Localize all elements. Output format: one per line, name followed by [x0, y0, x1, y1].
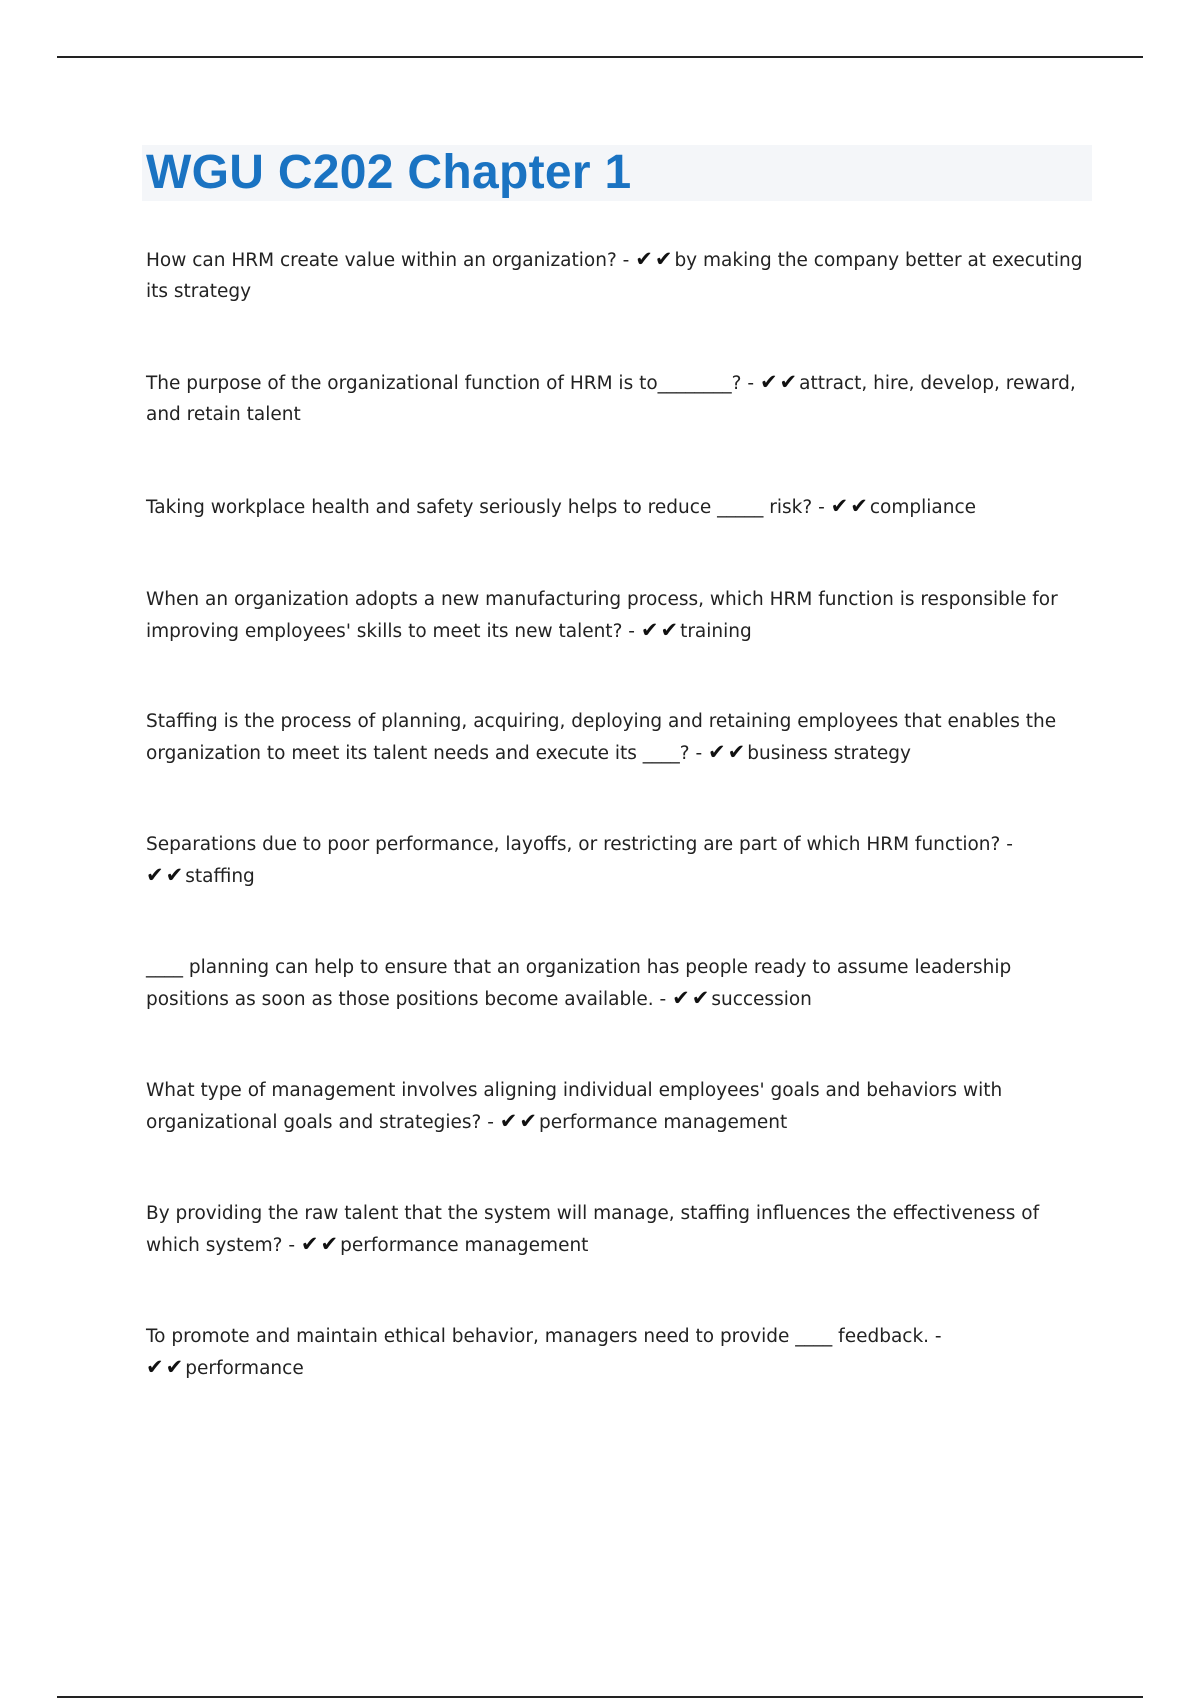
question-text: ____ planning can help to ensure that an organization has people ready to assume leadership positions as soon as those positions become available. -: [146, 957, 1012, 1010]
qa-item: [146, 829, 1098, 892]
document-title: WGU C202 Chapter 1: [146, 146, 632, 199]
check-mark-icon: ✔: [165, 1355, 184, 1379]
question-text: What type of management involves aligning individual employees' goals and behaviors with organizational goals and strategies? -: [146, 1080, 1003, 1133]
check-mark-icon: ✔: [850, 494, 868, 518]
question-text: How can HRM create value within an organization? -: [146, 250, 630, 271]
check-mark-icon: ✔: [635, 247, 653, 271]
question-text: To promote and maintain ethical behavior, managers need to provide ____ feedback. -: [146, 1326, 942, 1347]
check-mark-icon: ✔: [779, 370, 798, 394]
qa-item: [146, 491, 1098, 523]
check-mark-icon: ✔: [320, 1232, 339, 1256]
answer-text: performance: [185, 1358, 304, 1379]
qa-item: [146, 1198, 1098, 1261]
qa-item: [146, 1075, 1098, 1138]
check-mark-icon: ✔: [660, 618, 679, 642]
top-rule: [57, 56, 1143, 58]
check-mark-icon: ✔: [654, 247, 673, 271]
answer-text: staffing: [185, 866, 255, 887]
check-mark-icon: ✔: [300, 1232, 319, 1256]
answer-text: succession: [711, 989, 812, 1010]
answer-text: compliance: [869, 497, 977, 518]
qa-item: [146, 367, 1098, 430]
question-text: Taking workplace health and safety seriously helps to reduce _____ risk? -: [146, 497, 825, 518]
qa-item: [146, 706, 1098, 769]
check-mark-icon: ✔: [499, 1109, 518, 1133]
question-text: Separations due to poor performance, layoffs, or restricting are part of which HRM function? -: [146, 834, 1013, 855]
check-mark-icon: ✔: [830, 494, 849, 518]
question-text: By providing the raw talent that the system will manage, staffing influences the effectiveness of which system? -: [146, 1203, 1040, 1256]
qa-item: [146, 584, 1098, 647]
check-mark-icon: ✔: [759, 370, 778, 394]
bottom-rule: [57, 1696, 1143, 1698]
answer-text: performance management: [340, 1235, 589, 1256]
answer-text: performance management: [539, 1112, 788, 1133]
answer-text: by making the company better at executing its strategy: [146, 250, 1083, 302]
answer-text: business strategy: [747, 743, 911, 764]
check-mark-icon: ✔: [708, 740, 726, 764]
check-mark-icon: ✔: [519, 1109, 537, 1133]
check-mark-icon: ✔: [165, 863, 184, 887]
check-mark-icon: ✔: [672, 986, 690, 1010]
check-mark-icon: ✔: [727, 740, 746, 764]
check-mark-icon: ✔: [146, 1355, 164, 1379]
answer-text: training: [680, 621, 752, 642]
question-text: When an organization adopts a new manufacturing process, which HRM function is responsible for improving employees' skills to meet its new talent? -: [146, 589, 1058, 642]
answer-text: attract, hire, develop, reward, and retain talent: [146, 373, 1076, 425]
question-text: The purpose of the organizational function of HRM is to________? -: [146, 373, 755, 394]
check-mark-icon: ✔: [640, 618, 659, 642]
question-text: Staffing is the process of planning, acquiring, deploying and retaining employees that enables the organization to meet its talent needs and execute its ____? -: [146, 711, 1057, 764]
check-mark-icon: ✔: [691, 986, 710, 1010]
qa-item: [146, 952, 1098, 1015]
check-mark-icon: ✔: [146, 863, 164, 887]
qa-item: [146, 244, 1098, 307]
qa-item: [146, 1321, 1098, 1384]
